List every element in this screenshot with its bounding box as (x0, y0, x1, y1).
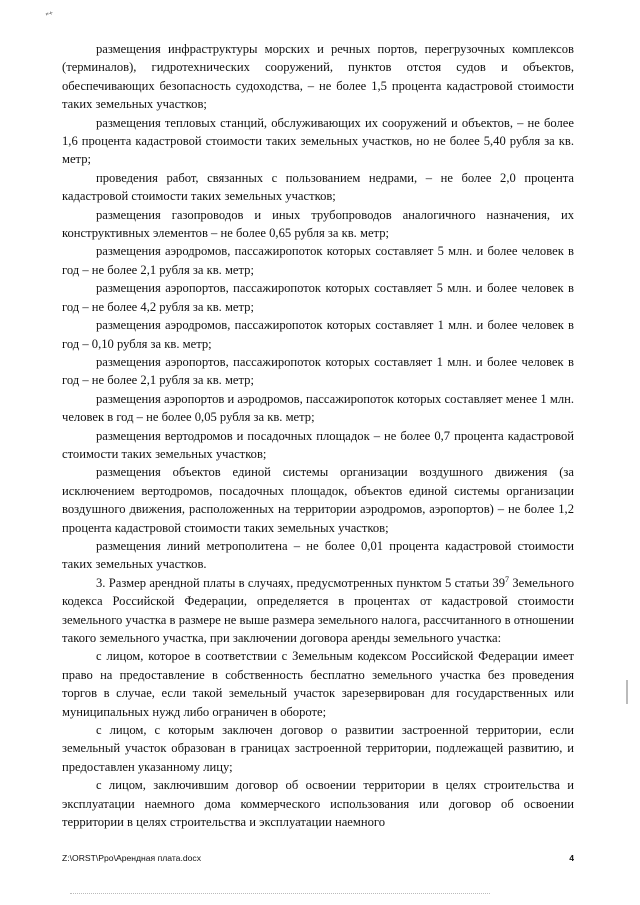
paragraph: размещения аэропортов, пассажиропоток которых составляет 1 млн. и более человек в год – не более 2,1 рубля за кв. метр; (62, 354, 574, 388)
paragraph: проведения работ, связанных с пользованием недрами, – не более 2,0 процента кадастровой стоимости таких земельных участков; (62, 170, 574, 204)
paragraph: размещения инфраструктуры морских и речных портов, перегрузочных комплексов (терминалов), гидротехнических сооружений, пунктов отстоя судов и объектов, обеспечивающих безопасность судоходства, – не более 1,5 процента кадастровой стоимости таких земельных участков; (62, 42, 574, 112)
paragraph: размещения линий метрополитена – не более 0,01 процента кадастровой стоимости таких земельных участков. (62, 538, 574, 572)
paragraph: размещения газопроводов и иных трубопроводов аналогичного назначения, их конструктивных элементов – не более 0,65 рубля за кв. метр; (62, 207, 574, 241)
paragraph: размещения тепловых станций, обслуживающих их сооружений и объектов, – не более 1,6 процента кадастровой стоимости таких земельных участков, но не более 5,40 рубля за кв. метр; (62, 115, 574, 167)
scan-bottom-dots (70, 893, 490, 895)
sub-paragraph: с лицом, которое в соответствии с Земельным кодексом Российской Федерации имеет право на предоставление в собственность бесплатно земельного участка без проведения торгов в случае, если такой земельный участок зарезервирован для государственных или муниципальных нужд либо ограничен в обороте; (62, 649, 574, 719)
scan-edge-mark (626, 680, 628, 704)
article-superscript: 7 (505, 574, 509, 584)
paragraph: размещения объектов единой системы организации воздушного движения (за исключением вертодромов, посадочных площадок, объектов единой системы организации воздушного движения, расположенных на территории аэродромов, аэропортов) – не более 1,2 процента кадастровой стоимости таких земельных участков; (62, 465, 574, 535)
sub-paragraph: с лицом, с которым заключен договор о развитии застроенной территории, если земельный участок образован в границах застроенной территории, подлежащей развитию, и предоставлен указанному лицу; (62, 723, 574, 774)
paragraph: размещения аэродромов, пассажиропоток которых составляет 5 млн. и более человек в год – не более 2,1 рубля за кв. метр; (62, 244, 574, 277)
item-3-paragraph (62, 574, 574, 648)
paragraph: размещения вертодромов и посадочных площадок – не более 0,7 процента кадастровой стоимости таких земельных участков; (62, 428, 574, 461)
file-path: Z:\ORST\Рро\Арендная плата.docx (62, 853, 201, 863)
page-number: 4 (569, 853, 574, 863)
paragraph: размещения аэропортов, пассажиропоток которых составляет 5 млн. и более человек в год – не более 4,2 рубля за кв. метр; (62, 281, 574, 314)
scan-mark: ʺ⁺ (44, 8, 56, 22)
sub-paragraph: с лицом, заключившим договор об освоении территории в целях строительства и эксплуатации наемного дома коммерческого использования или договор об освоении территории в целях строительства и эксплуатации наемного (62, 778, 574, 830)
item-3-text: 3. Размер арендной платы в случаях, предусмотренных пунктом 5 статьи 39 (96, 575, 505, 590)
document-body (62, 40, 574, 831)
paragraph: размещения аэропортов и аэродромов, пассажиропоток которых составляет менее 1 млн. человек в год – не более 0,05 рубля за кв. метр; (62, 391, 574, 425)
item-3-text-cont: Земельного кодекса Российской Федерации, определяется в процентах от кадастровой стоимости земельного участка в размере не выше размера земельного налога, рассчитанного в отношении такого земельного участка, при заключении договора аренды земельного участка: (62, 575, 574, 645)
paragraph: размещения аэродромов, пассажиропоток которых составляет 1 млн. и более человек в год – 0,10 рубля за кв. метр; (62, 318, 574, 351)
